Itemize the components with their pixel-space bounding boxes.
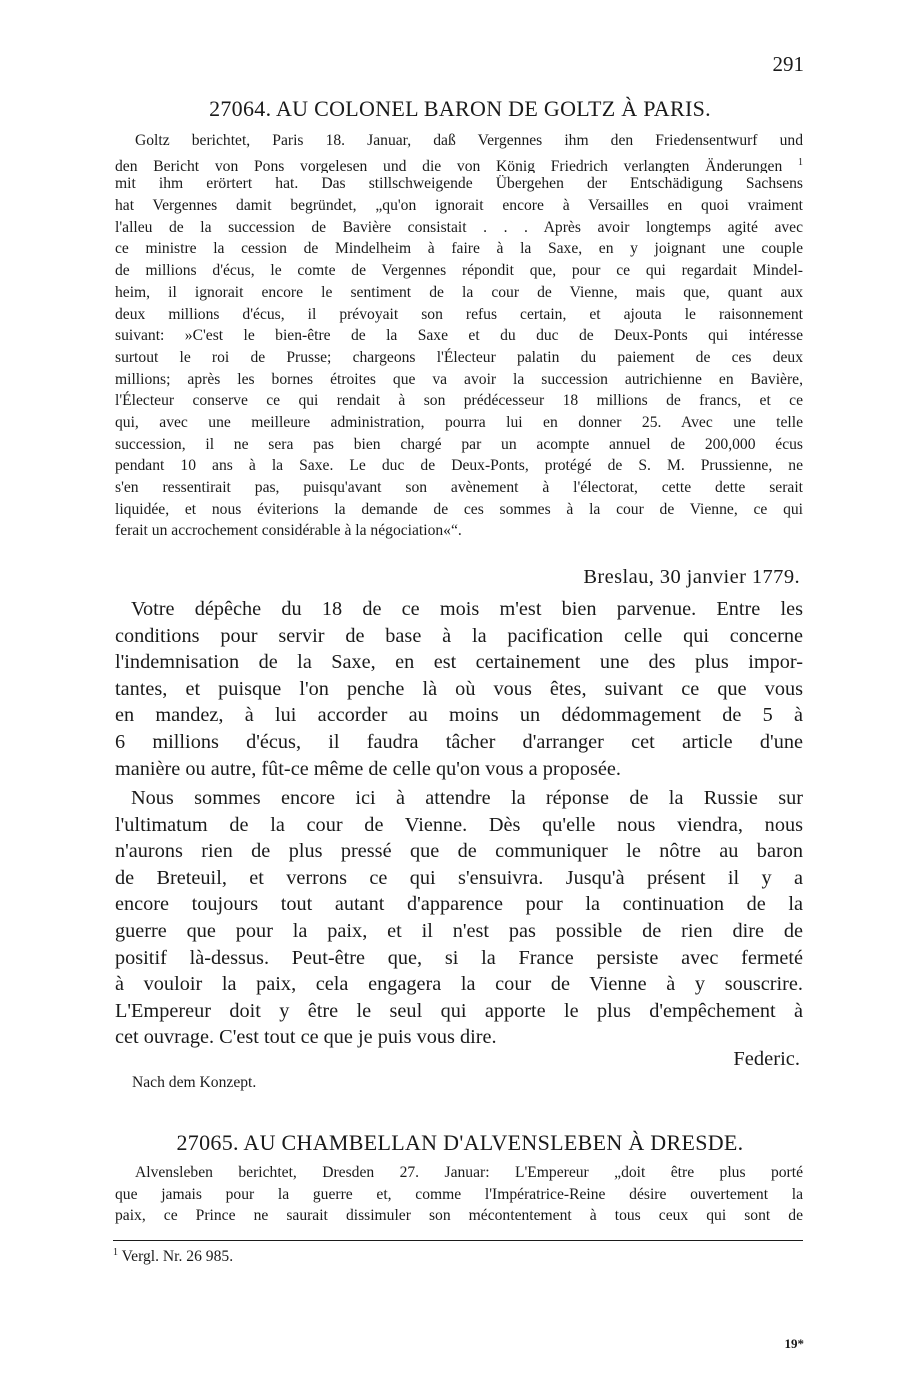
letter-line: l'indemnisation de la Saxe, en est certainement une des plus impor- (115, 651, 803, 674)
summary-27064 (115, 130, 803, 542)
letter-line: en mandez, à lui accorder au moins un dédommagement de 5 à (115, 704, 803, 727)
summary-line: succession, il ne sera pas bien chargé par un acompte annuel de 200,000 écus (115, 435, 803, 453)
letter-line: l'ultimatum de la cour de Vienne. Dès qu'elle nous viendra, nous (115, 813, 803, 836)
footnote-marker: 1 (113, 1247, 118, 1258)
summary-line: l'Électeur conserve ce qui rendait à son prédécesseur 18 millions de francs, et ce (115, 392, 803, 410)
letter-line: Votre dépêche du 18 de ce mois m'est bien parvenue. Entre les (131, 598, 803, 620)
document-heading-27065: 27065. AU CHAMBELLAN D'ALVENSLEBEN À DRESDE. (176, 1130, 744, 1155)
letter-line: positif là-dessus. Peut-être que, si la France persiste avec fermeté (115, 946, 803, 969)
summary-line: s'en ressentirait pas, puisqu'avant son avènement à l'électorat, cette dette serait (115, 479, 803, 496)
summary-line: mit ihm erörtert hat. Das stillschweigende Übergehen der Entschädigung Sachsens (115, 175, 803, 193)
summary-27065 (115, 1162, 803, 1227)
summary-line: Alvensleben berichtet, Dresden 27. Januar: L'Empereur „doit être plus porté (135, 1164, 803, 1181)
letter-line: L'Empereur doit y être le seul qui apporte le plus d'empêchement à (115, 999, 803, 1022)
footnote-divider (113, 1240, 803, 1241)
summary-line: millions; après les bornes étroites que va avoir la succession autrichienne en Bavière, (115, 370, 803, 388)
summary-line: suivant: »C'est le bien-être de la Saxe et du duc de Deux-Ponts qui intéresse (115, 327, 803, 345)
letter-signature: Federic. (733, 1048, 800, 1070)
letter-line: tantes, et puisque l'on penche là où vous êtes, suivant ce que vous (115, 677, 803, 700)
letter-line: à vouloir la paix, cela engagera la cour de Vienne à y souscrire. (115, 973, 803, 996)
letter-line: de Breteuil, et verrons ce qui s'ensuivra. Jusqu'à présent il y a (115, 866, 803, 889)
document-heading-27064: 27064. AU COLONEL BARON DE GOLTZ À PARIS. (209, 96, 711, 121)
footnote (113, 1247, 233, 1266)
summary-line: qui, avec une meilleure administration, pourra lui en donner 25. Avec une telle (115, 413, 803, 431)
summary-line: de millions d'écus, le comte de Vergennes répondit que, pour ce qui regardait Mindel- (115, 262, 803, 280)
letter-line: guerre que pour la paix, et il n'est pas possible de rien dire de (115, 919, 803, 942)
letter-line: conditions pour servir de base à la pacification celle qui concerne (115, 624, 803, 647)
footnote-text: Vergl. Nr. 26 985. (121, 1248, 234, 1266)
summary-line: surtout le roi de Prusse; chargeons l'Électeur palatin du paiement de ces deux (115, 348, 803, 366)
letter-line: encore toujours tout autant d'apparence pour la continuation de la (115, 893, 803, 916)
summary-line: Goltz berichtet, Paris 18. Januar, daß Vergennes ihm den Friedensentwurf und (135, 132, 803, 149)
summary-line: deux millions d'écus, il prévoyait son refus certain, et ajouta le raisonnement (115, 305, 803, 323)
source-note: Nach dem Konzept. (132, 1074, 257, 1091)
summary-line: den Bericht von Pons vorgelesen und die von König Friedrich verlangten Änderungen $^1$ (115, 156, 803, 174)
letter-line: n'aurons rien de plus pressé que de communiquer le nôtre au baron (115, 840, 803, 863)
summary-line: hat Vergennes damit begründet, „qu'on ignorait encore à Versailles en quoi vraiment (115, 197, 803, 215)
letter-paragraph-1 (115, 596, 803, 782)
summary-line: pendant 10 ans à la Saxe. Le duc de Deux-Ponts, protégé de S. M. Prussienne, ne (115, 457, 803, 475)
letter-line: Nous sommes encore ici à attendre la réponse de la Russie sur (131, 787, 803, 809)
summary-line: que jamais pour la guerre et, comme l'Impératrice-Reine désire ouvertement la (115, 1185, 803, 1203)
letter-line: manière ou autre, fût-ce même de celle qu'on vous a proposée. (115, 757, 621, 780)
letter-dateline: Breslau, 30 janvier 1779. (583, 566, 800, 588)
letter-line: 6 millions d'écus, il faudra tâcher d'arranger cet article d'une (115, 730, 803, 753)
sheet-signature: 19* (784, 1336, 804, 1351)
summary-line: ferait un accrochement considérable à la négociation«“. (115, 522, 462, 540)
footnote-reference: 1 (798, 156, 803, 168)
summary-line: liquidée, et nous éviterions la demande de ces sommes à la cour de Vienne, ce qui (115, 500, 803, 518)
page-number: 291 (772, 52, 804, 76)
letter-line: cet ouvrage. C'est tout ce que je puis vous dire. (115, 1026, 497, 1049)
summary-line: paix, ce Prince ne saurait dissimuler son mécontentement à tous ceux qui sont de (115, 1207, 803, 1225)
letter-paragraph-2 (115, 785, 803, 1051)
summary-line: heim, il ignorait encore le sentiment de la cour de Vienne, mais que, quant aux (115, 283, 803, 301)
summary-line: l'alleu de la succession de Bavière consistait . . . Après avoir longtemps agité avec (115, 218, 803, 236)
summary-line: ce ministre la cession de Mindelheim à faire à la Saxe, en y joignant une couple (115, 240, 803, 258)
